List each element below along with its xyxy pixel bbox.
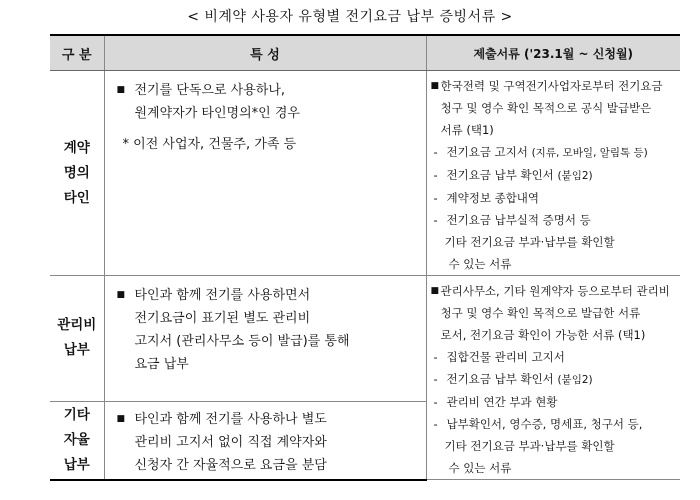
square-bullet-icon: ■ — [116, 290, 126, 300]
dash-bullet-icon: - — [433, 350, 438, 364]
list-item — [431, 209, 677, 231]
list-item — [431, 413, 677, 435]
category-line: 납부 — [63, 456, 90, 473]
document-table — [50, 34, 680, 481]
documents-line: 기타 전기요금 부과·납부를 확인할 — [444, 235, 615, 249]
dash-bullet-icon: - — [433, 372, 438, 386]
table-header-row — [50, 35, 680, 71]
item-text: 납부확인서, 영수증, 명세표, 청구서 등, — [446, 417, 643, 431]
category-cell — [50, 276, 104, 402]
page-title: < 비계약 사용자 유형별 전기요금 납부 증빙서류 > — [187, 9, 513, 25]
dash-bullet-icon: - — [433, 213, 438, 227]
dash-bullet-icon: - — [433, 145, 438, 159]
item-note: (지류, 모바일, 알림톡 등) — [531, 147, 648, 159]
feature-line: 신청자 간 자율적으로 요금을 분담 — [134, 457, 327, 473]
category-line: 자율 — [63, 431, 90, 448]
square-bullet-icon: ■ — [116, 413, 126, 424]
item-text: 전기요금 고지서 — [446, 145, 532, 159]
documents-line: 로서, 전기요금 확인이 가능한 서류 (택1) — [440, 328, 646, 342]
feature-cell — [104, 71, 426, 276]
feature-item — [115, 79, 420, 125]
documents-heading — [431, 280, 677, 346]
category-cell — [50, 401, 104, 479]
category-line: 관리비 — [57, 317, 97, 334]
documents-line: 서류 (택1) — [440, 123, 494, 137]
list-item — [431, 368, 677, 391]
header-feature: 특 성 — [104, 35, 426, 71]
feature-line: 전기요금이 표기된 별도 관리비 — [134, 311, 311, 326]
item-text: 집합건물 관리비 고지서 — [446, 350, 565, 364]
list-item-continuation — [431, 231, 677, 275]
list-item — [431, 391, 677, 413]
documents-line: 수 있는 서류 — [448, 461, 512, 475]
documents-line: 관리사무소, 기타 원계약자 등으로부터 관리비 — [440, 284, 670, 298]
item-text: 전기요금 납부실적 증명서 등 — [446, 213, 591, 227]
category-cell — [50, 71, 104, 276]
square-bullet-icon: ■ — [430, 286, 440, 296]
table-row — [50, 276, 680, 402]
feature-line: 요금 납부 — [134, 357, 189, 372]
documents-heading — [431, 75, 677, 141]
documents-line: 청구 및 영수 확인 목적으로 공식 발급받은 — [440, 101, 652, 115]
header-category: 구 분 — [50, 35, 104, 71]
documents-line: 한국전력 및 구역전기사업자로부터 전기요금 — [440, 79, 663, 93]
dash-bullet-icon: - — [433, 168, 438, 182]
documents-line: 수 있는 서류 — [448, 257, 512, 271]
feature-cell — [104, 276, 426, 402]
item-note: (붙임2) — [557, 170, 593, 182]
item-text: 전기요금 납부 확인서 — [446, 168, 558, 182]
item-text: 전기요금 납부 확인서 — [446, 372, 558, 386]
feature-cell — [104, 401, 426, 479]
feature-item — [115, 408, 420, 477]
feature-line: 전기를 단독으로 사용하나, — [134, 83, 286, 98]
documents-cell — [426, 276, 680, 480]
feature-line: 관리비 고지서 없이 직접 계약자와 — [134, 434, 327, 450]
feature-line: 원계약자가 타인명의*인 경우 — [134, 106, 300, 121]
documents-cell — [426, 71, 680, 276]
item-note: (붙임2) — [557, 374, 593, 386]
category-line: 타인 — [63, 189, 90, 206]
documents-line: 청구 및 영수 확인 목적으로 발급한 서류 — [440, 306, 641, 320]
table-row — [50, 71, 680, 276]
list-item — [431, 187, 677, 209]
feature-line: 타인과 함께 전기를 사용하나 별도 — [134, 411, 327, 427]
feature-line: 고지서 (관리사무소 등이 발급)를 통해 — [134, 334, 350, 349]
dash-bullet-icon: - — [433, 417, 438, 431]
square-bullet-icon: ■ — [430, 81, 440, 91]
header-documents: 제출서류 ('23.1월 ~ 신청월) — [426, 35, 680, 71]
square-bullet-icon: ■ — [116, 85, 126, 95]
list-item-continuation — [431, 435, 677, 479]
dash-bullet-icon: - — [433, 395, 438, 409]
item-text: 관리비 연간 부과 현황 — [446, 395, 558, 409]
feature-item — [115, 284, 420, 376]
category-line: 기타 — [63, 406, 90, 423]
list-item — [431, 164, 677, 187]
feature-note: * 이전 사업자, 건물주, 가족 등 — [122, 137, 297, 152]
item-text: 계약정보 종합내역 — [446, 191, 540, 205]
list-item — [431, 141, 677, 164]
list-item — [431, 346, 677, 368]
documents-line: 기타 전기요금 부과·납부를 확인할 — [444, 439, 615, 453]
category-line: 계약 — [63, 139, 90, 156]
category-line: 납부 — [63, 342, 90, 359]
feature-line: 타인과 함께 전기를 사용하면서 — [134, 288, 311, 303]
category-line: 명의 — [63, 164, 90, 181]
dash-bullet-icon: - — [433, 191, 438, 205]
